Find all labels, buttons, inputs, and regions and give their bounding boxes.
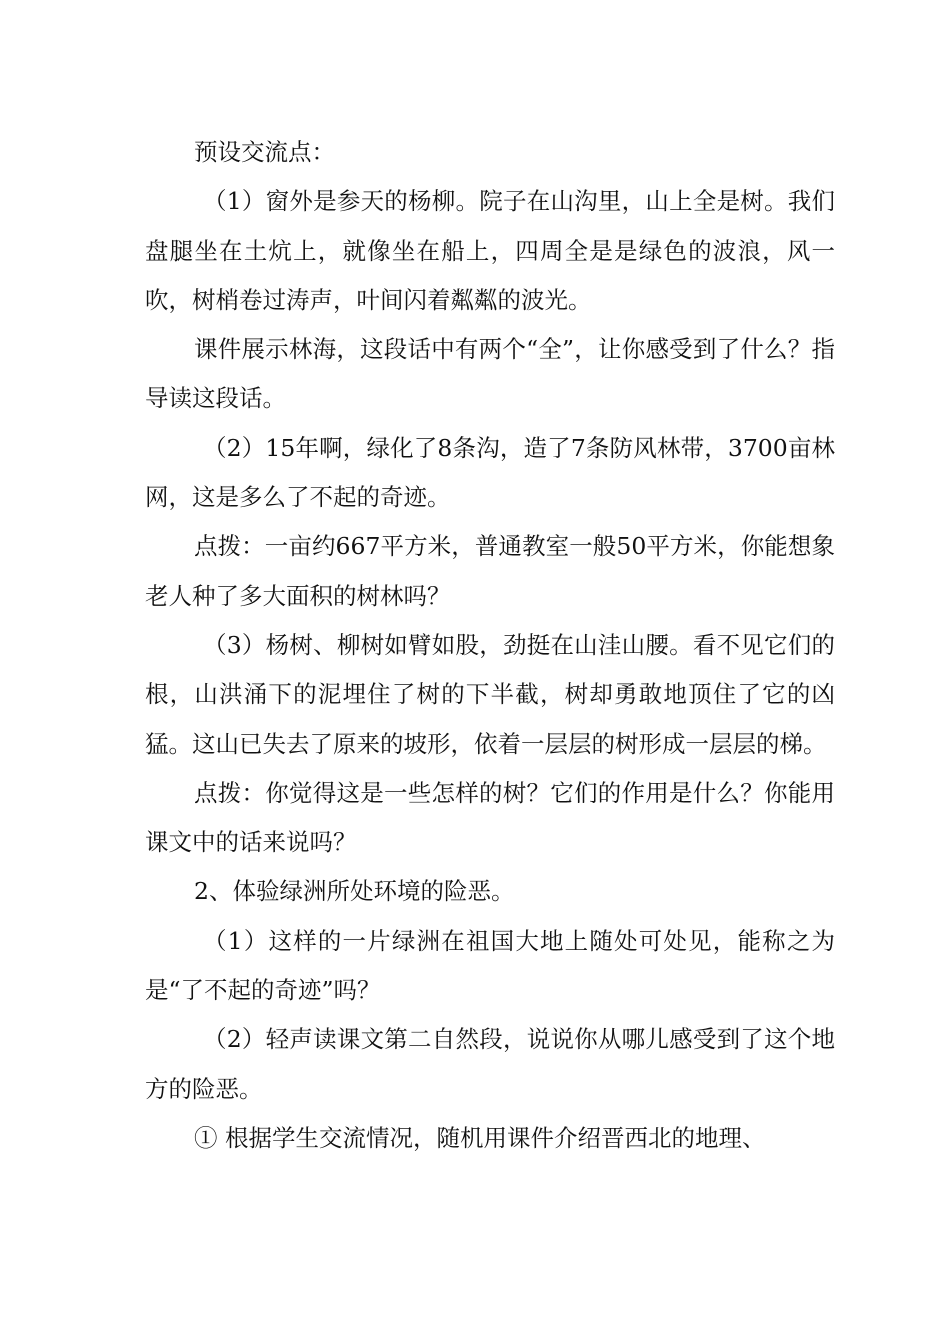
paragraph-step-1: ① 根据学生交流情况，随机用课件介绍晋西北的地理、 [194, 1123, 766, 1152]
paragraph-section-2: 2、体验绿洲所处环境的险恶。 [194, 877, 515, 906]
paragraph-question-1: （1）这样的一片绿洲在祖国大地上随处可处见，能称之为是“了不起的奇迹”吗？ [145, 926, 835, 1005]
document-body [145, 128, 835, 1163]
paragraph-hint-1: 点拨：一亩约667平方米，普通教室一般50平方米，你能想象老人种了多大面积的树林吗？ [145, 532, 835, 610]
paragraph-quote-3: （3）杨树、柳树如臂如股，劲挺在山洼山腰。看不见它们的根，山洪涌下的泥埋住了树的下半截，树却勇敢地顶住了它的凶猛。这山已失去了原来的坡形，依着一层层的树形成一层层的梯。 [145, 630, 835, 758]
paragraph-question-2: （2）轻声读课文第二自然段，说说你从哪儿感受到了这个地方的险恶。 [145, 1025, 835, 1103]
paragraph-hint-2: 点拨：你觉得这是一些怎样的树？它们的作用是什么？你能用课文中的话来说吗？ [145, 778, 835, 857]
paragraph-quote-2: （2）15年啊，绿化了8条沟，造了7条防风林带，3700亩林网，这是多么了不起的奇迹。 [145, 433, 835, 512]
paragraph-heading: 预设交流点： [194, 138, 335, 166]
paragraph-instruction-1: 课件展示林海，这段话中有两个“全”，让你感受到了什么？指导读这段话。 [145, 335, 835, 413]
paragraph-quote-1: （1）窗外是参天的杨柳。院子在山沟里，山上全是树。我们盘腿坐在土炕上，就像坐在船上，四周全是是绿色的波浪，风一吹，树梢卷过涛声，叶间闪着粼粼的波光。 [145, 187, 835, 314]
